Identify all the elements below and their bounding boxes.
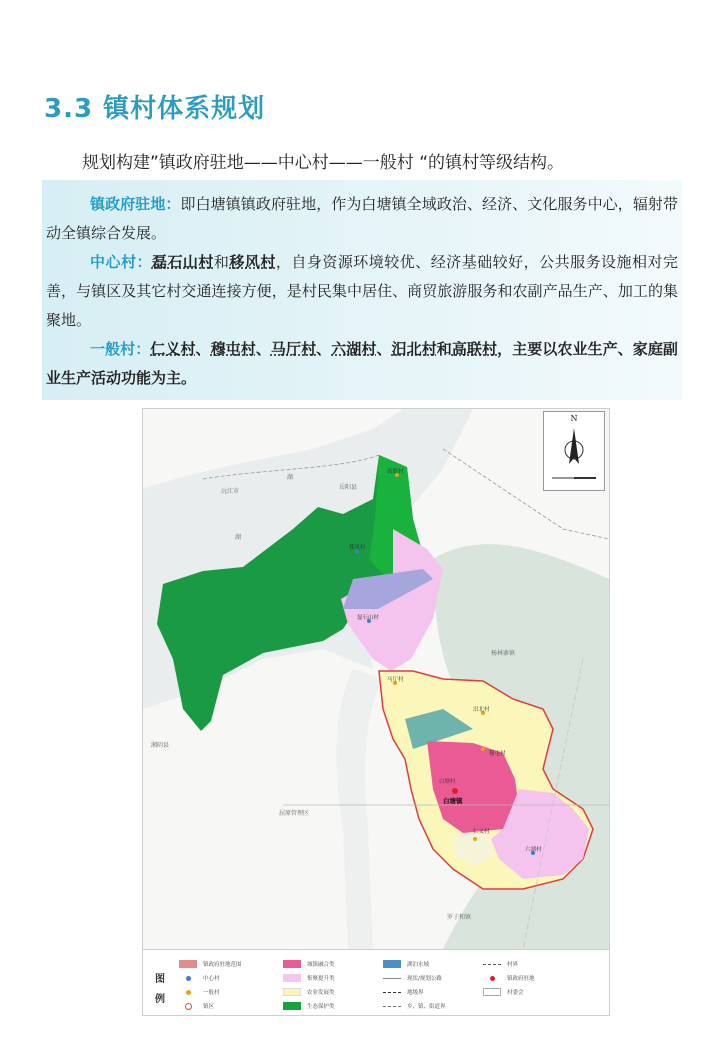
intro-text: 规划构建”镇政府驻地——中心村——一般村 “的镇村等级结构。: [82, 153, 565, 173]
legend-line: [483, 964, 501, 965]
legend-swatch: [283, 1002, 301, 1010]
legend-item: 现状/规划公路: [383, 972, 442, 984]
village-label: 高联村: [387, 469, 404, 475]
north-arrow-box: [543, 411, 605, 491]
village-name: 六湖村: [331, 340, 377, 358]
legend-item: 一般村: [179, 986, 220, 998]
separator: 、: [376, 340, 392, 358]
legend-title: 图例: [155, 974, 165, 1005]
village-name: 马厅村: [270, 340, 317, 358]
legend-item: 镇区: [179, 1000, 214, 1012]
legend-swatch: [383, 960, 401, 968]
map-drawing: [143, 409, 609, 949]
legend-swatch: [179, 960, 197, 968]
legend-item: 村委会: [483, 986, 524, 998]
general-label: 一般村：: [90, 340, 151, 358]
village-marker: [473, 837, 477, 841]
legend-item: 中心村: [179, 972, 220, 984]
section-title: 3.3 镇村体系规划: [44, 94, 266, 124]
legend-symbol: [179, 976, 197, 981]
village-label: 磊石山村: [357, 615, 380, 621]
village-label: 汨北村: [473, 707, 490, 713]
village-system-box: [42, 180, 682, 400]
legend-swatch: [283, 988, 301, 996]
legend-symbol: [179, 990, 197, 995]
place-label: 湘阴县: [151, 742, 170, 749]
legend-symbol: [483, 976, 501, 981]
conj: 和: [213, 253, 230, 271]
north-label: N: [570, 414, 578, 423]
village-label: 白塘村: [439, 779, 456, 785]
village-label: 马厅村: [387, 677, 404, 683]
village-label: 移风村: [349, 545, 366, 551]
village-name: 穆屯村: [210, 340, 256, 358]
conj: 和: [436, 340, 452, 358]
place-label: 屈原管理区: [279, 810, 310, 817]
village-label: 六湖村: [525, 847, 542, 853]
village-name: 高联村: [451, 340, 498, 358]
village-name: 汨北村: [391, 340, 437, 358]
town-label: 白塘镇: [443, 797, 463, 805]
village-name: 移风村: [229, 253, 276, 271]
legend-item: 农业发展类: [283, 986, 335, 998]
place-label: 沅江市: [221, 488, 240, 495]
seat-label: 镇政府驻地：: [90, 195, 181, 213]
place-label: 岳阳县: [339, 484, 358, 491]
legend-swatch: [283, 960, 301, 968]
legend-item: 村界: [483, 958, 518, 970]
compass-icon: [544, 412, 604, 490]
separator: 、: [316, 340, 332, 358]
legend-item: 生态保护类: [283, 1000, 335, 1012]
map-legend: [143, 949, 609, 1015]
legend-item: 湖泊水域: [383, 958, 429, 970]
place-label: 湖: [287, 474, 294, 481]
seat-text: 即白塘镇镇政府驻地，作为白塘镇全域政治、经济、文化服务中心，辐射带动全镇综合发展。: [46, 195, 678, 242]
village-label: 穆屯村: [489, 751, 506, 757]
center-label: 中心村：: [90, 253, 152, 271]
legend-item: 集聚提升类: [283, 972, 335, 984]
legend-line: [383, 978, 401, 979]
center-text: ，自身资源环境较优、经济基础较好，公共服务设施相对完善，与镇区及其它村交通连接方便，是村民集中居住、商贸旅游服务和农副产品生产、加工的集聚地。: [46, 253, 678, 329]
place-label: 罗子和镇: [447, 914, 472, 921]
village-label: 仁义村: [473, 829, 490, 835]
general-paragraph: [46, 335, 678, 393]
seat-paragraph: [46, 190, 678, 248]
village-system-map: [142, 408, 610, 1016]
legend-line: [383, 1006, 401, 1007]
legend-item: 城镇融合类: [283, 958, 335, 970]
legend-swatch: [483, 988, 501, 996]
legend-swatch: [283, 974, 301, 982]
legend-item: 地级界: [383, 986, 424, 998]
separator: 、: [195, 340, 211, 358]
legend-item: 镇政府驻地范围: [179, 958, 242, 970]
separator: 、: [255, 340, 271, 358]
place-label: 湖: [235, 534, 242, 541]
village-name: 磊石山村: [151, 253, 214, 271]
legend-line: [383, 992, 401, 993]
town-seat-marker: [452, 788, 458, 794]
general-text: ，主要以农业生产、家庭副业生产活动功能为主。: [46, 340, 678, 387]
legend-symbol: [179, 1003, 197, 1010]
place-label: 杨林寨镇: [491, 650, 516, 657]
village-name: 仁义村: [150, 340, 196, 358]
legend-item: 乡、镇、街道界: [383, 1000, 446, 1012]
legend-item: 镇政府驻地: [483, 972, 535, 984]
village-marker: [481, 747, 485, 751]
center-paragraph: [46, 248, 678, 335]
